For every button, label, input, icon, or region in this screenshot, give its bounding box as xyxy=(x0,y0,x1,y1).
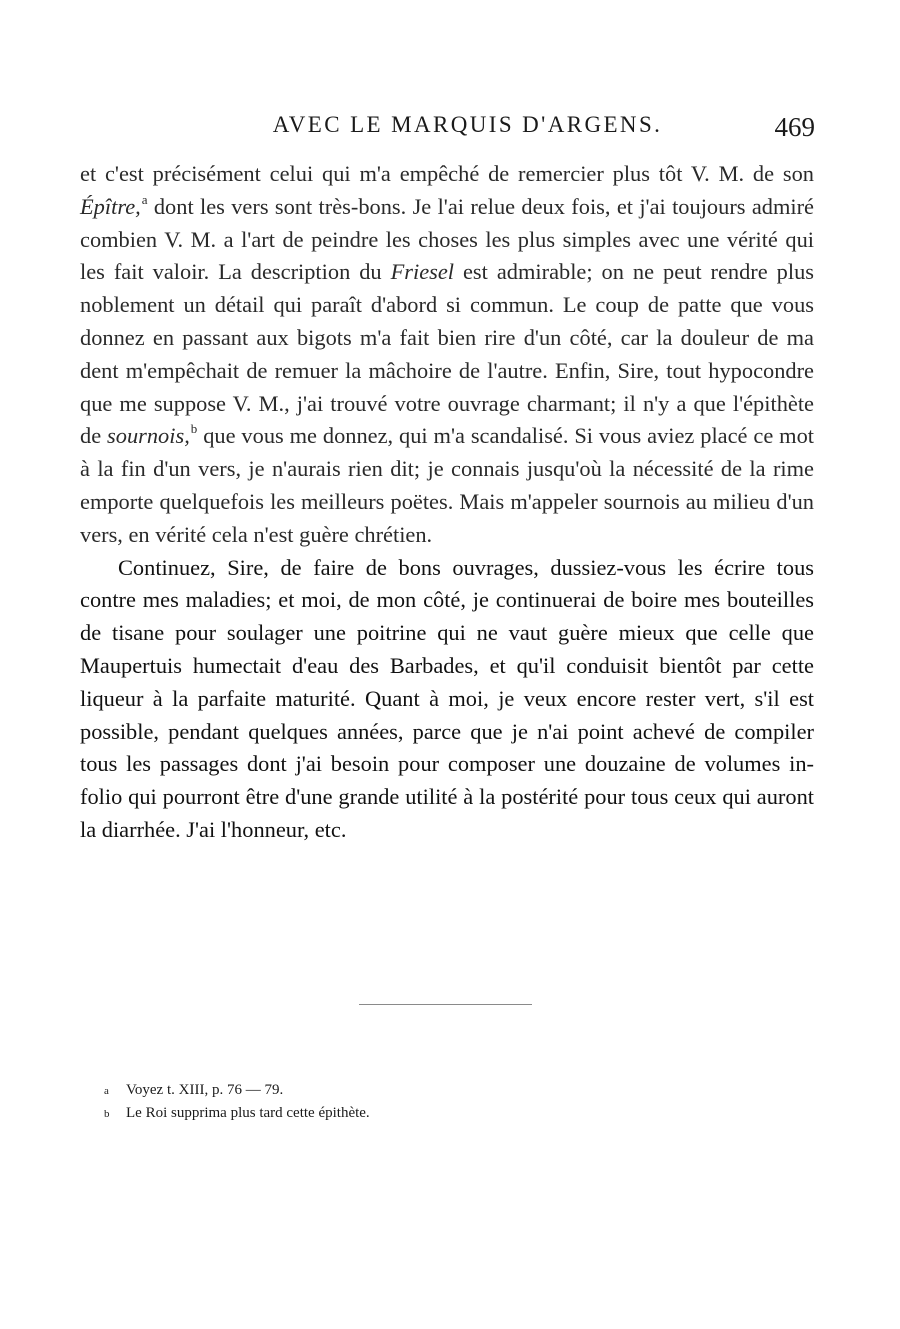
footnote-b xyxy=(104,1102,804,1125)
running-title: AVEC LE MARQUIS D'ARGENS. xyxy=(272,112,663,137)
paragraph-1-segment-4: que vous me donnez, qui m'a scandalisé. Si vous aviez placé ce mot à la fin d'un vers, je n'aurais rien dit; je connais jusqu'où la nécessité de la rime emporte quelquefois les meilleurs poëtes. Mais m'appeler sournois au milieu d'un vers, en vérité cela n'est guère chrétien. xyxy=(80,423,815,547)
footnote-text-b: Le Roi supprima plus tard cette épithète. xyxy=(126,1105,370,1121)
paragraph-1 xyxy=(80,158,814,552)
page-number: 469 xyxy=(774,112,815,142)
footnote-a xyxy=(104,1079,804,1102)
footnote-text-a: Voyez t. XIII, p. 76 — 79. xyxy=(126,1082,284,1098)
paragraph-1-segment-2: dont les vers sont très-bons. Je l'ai relue deux fois, et j'ai toujours admiré combien V. M. a l'art de peindre les choses les plus simples avec une vérité qui les fait valoir. La description du xyxy=(80,193,814,285)
paragraph-1-segment-1: et c'est précisément celui qui m'a empêché de remercier plus tôt V. M. de son xyxy=(80,161,814,186)
footnote-mark-b: b xyxy=(104,1108,110,1120)
footnotes xyxy=(104,1079,804,1125)
friesel-italic: Friesel xyxy=(390,259,455,285)
running-head xyxy=(80,112,815,148)
footnote-mark-a: a xyxy=(104,1085,109,1097)
footnote-ref-b: b xyxy=(190,421,198,437)
footnote-ref-a: a xyxy=(141,191,148,207)
sournois-italic: sournois, xyxy=(107,423,190,449)
epitre-italic: Épître, xyxy=(80,193,141,219)
footnote-separator xyxy=(359,1004,532,1005)
paragraph-2: Continuez, Sire, de faire de bons ouvrages, dussiez-vous les écrire tous contre mes maladies; et moi, de mon côté, je continuerai de boire mes bouteilles de tisane pour soulager une poitrine qui ne vaut guère mieux que celle que Maupertuis humectait d'eau des Barbades, et qu'il conduisit bientôt par cette liqueur à la parfaite maturité. Quant à moi, je veux encore rester vert, s'il est possible, pendant quelques années, parce que je n'ai point achevé de compiler tous les passages dont j'ai besoin pour composer une douzaine de volumes in-folio qui pourront être d'une grande utilité à la postérité pour tous ceux qui auront la diarrhée. J'ai l'honneur, etc. xyxy=(80,554,814,842)
body-text xyxy=(80,158,814,847)
paragraph-1-segment-3: est admirable; on ne peut rendre plus noblement un détail qui paraît d'abord si commun. Le coup de patte que vous donnez en passant aux bigots m'a fait bien rire d'un côté, car la douleur de ma dent m'empêchait de remuer la mâchoire de l'autre. Enfin, Sire, tout hypocondre que me suppose V. M., j'ai trouvé votre ouvrage charmant; il n'y a que l'épithète de xyxy=(80,259,814,449)
